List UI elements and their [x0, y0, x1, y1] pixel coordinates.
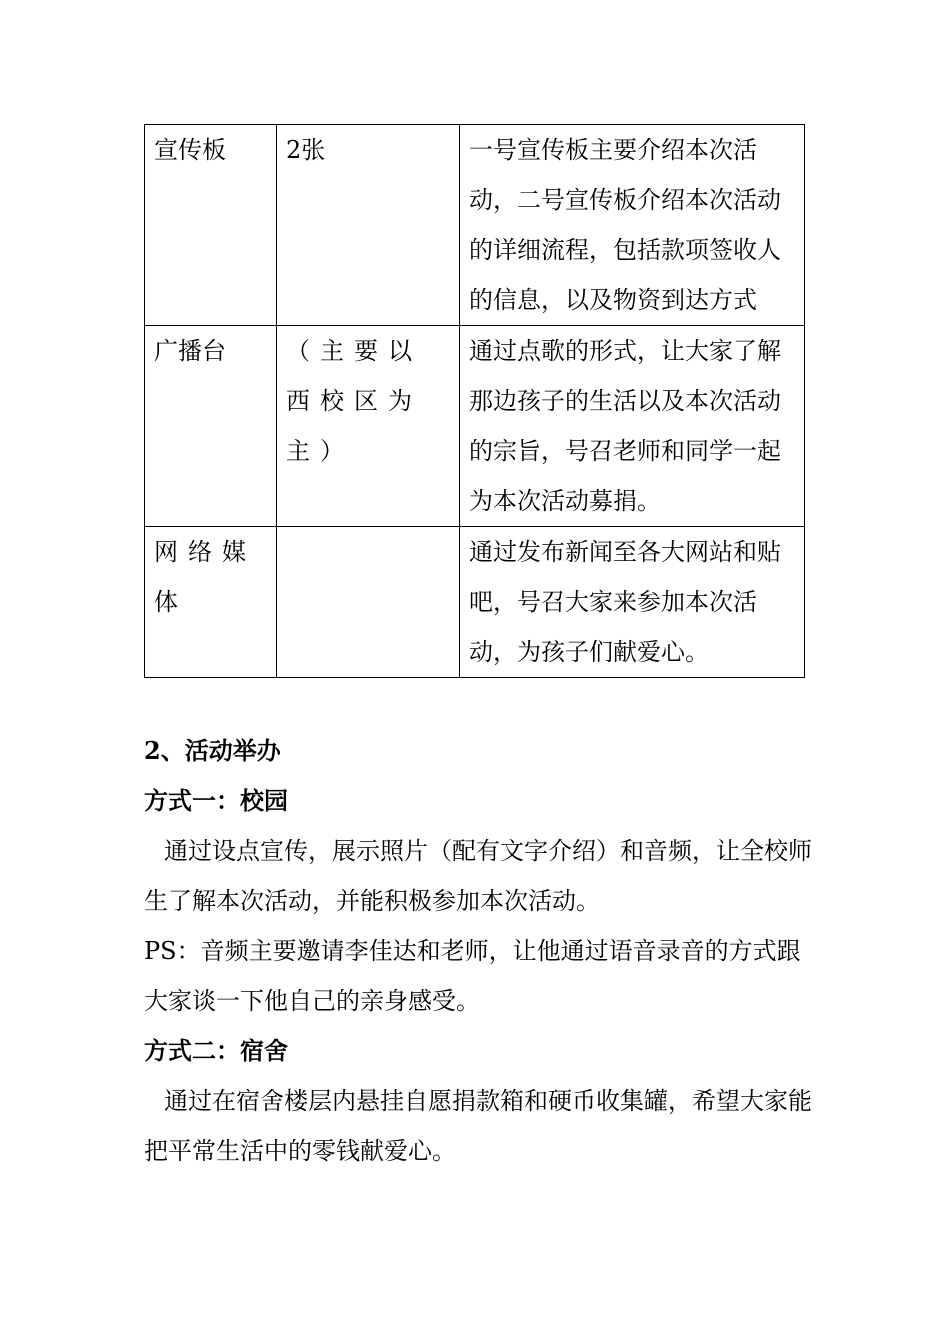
table-row: [145, 326, 805, 527]
table-cell-quantity: （主要以西校区为主）: [277, 326, 460, 527]
method-one-heading: 方式一：校园: [144, 786, 288, 815]
table-cell-item: 广播台: [145, 326, 277, 527]
table-cell-description: 通过点歌的形式，让大家了解那边孩子的生活以及本次活动的宗旨，号召老师和同学一起为本次活动募捐。: [460, 326, 805, 527]
table-cell-quantity: [277, 527, 460, 678]
publicity-table: [144, 124, 805, 678]
table-cell-quantity: 2张: [277, 125, 460, 326]
table-row: [145, 527, 805, 678]
table-cell-description: 一号宣传板主要介绍本次活动，二号宣传板介绍本次活动的详细流程，包括款项签收人的信息，以及物资到达方式: [460, 125, 805, 326]
table-cell-item: 网络媒体: [145, 527, 277, 678]
table-row: [145, 125, 805, 326]
method-one-ps-note: PS：音频主要邀请李佳达和老师，让他通过语音录音的方式跟大家谈一下他自己的亲身感受。: [144, 937, 801, 1015]
table-cell-description: 通过发布新闻至各大网站和贴吧，号召大家来参加本次活动，为孩子们献爱心。: [460, 527, 805, 678]
section-heading: 2、活动举办: [144, 736, 281, 765]
method-two-heading: 方式二：宿舍: [144, 1036, 288, 1065]
table-cell-item: 宣传板: [145, 125, 277, 326]
method-one-paragraph: 通过设点宣传，展示照片（配有文字介绍）和音频，让全校师生了解本次活动，并能积极参加本次活动。: [144, 837, 812, 915]
method-two-paragraph: 通过在宿舍楼层内悬挂自愿捐款箱和硬币收集罐，希望大家能把平常生活中的零钱献爱心。: [144, 1087, 812, 1165]
